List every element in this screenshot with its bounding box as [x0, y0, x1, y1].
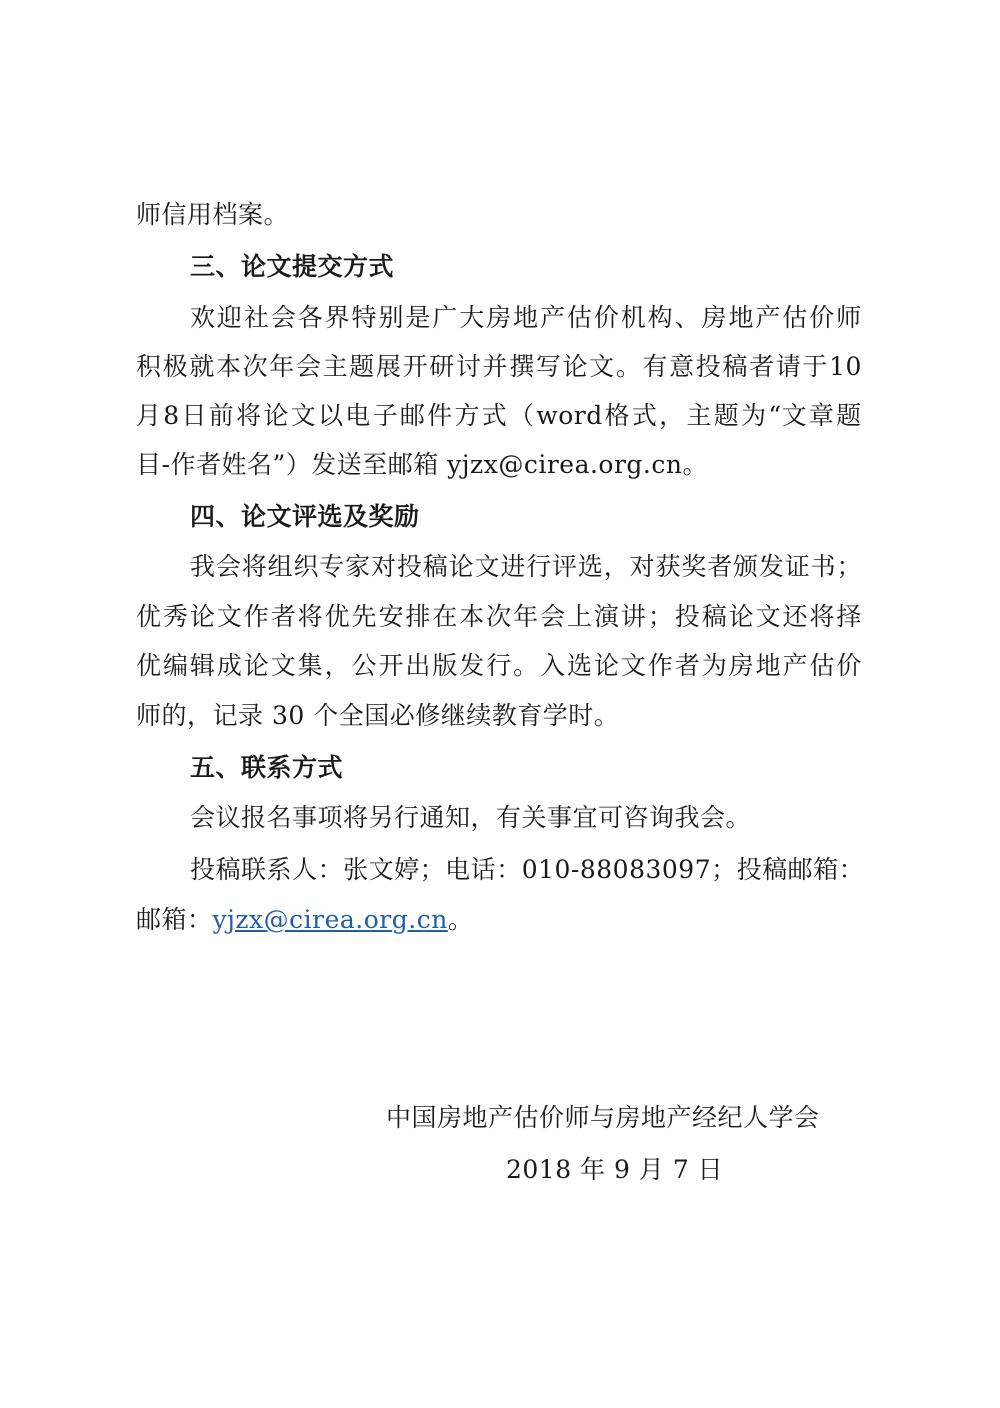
text-glyph: 将	[809, 602, 835, 631]
text-glyph: 投	[396, 552, 423, 581]
text-glyph: 产	[755, 303, 781, 332]
body-line	[136, 602, 862, 632]
body-line: 会议报名事项将另行通知，有关事宜可咨询我会。	[190, 803, 752, 832]
text-glyph: 题	[713, 401, 740, 430]
text-glyph: 行	[486, 651, 512, 680]
text-glyph: 文	[474, 552, 500, 581]
text-glyph: ：	[317, 855, 344, 884]
text-glyph: 优	[324, 602, 351, 631]
text-glyph: 还	[782, 602, 809, 631]
text-glyph: 估	[809, 651, 835, 680]
text-glyph: 日	[181, 401, 207, 430]
text-glyph: 选	[577, 552, 604, 581]
body-line: 目-作者姓名”）发送至邮箱 yjzx@cirea.org.cn。	[136, 450, 708, 479]
text-glyph: 颁	[733, 552, 759, 581]
text-glyph: 入	[540, 651, 566, 680]
text-glyph: 题	[349, 352, 375, 381]
text-glyph: 10	[829, 352, 862, 381]
text-glyph: 极	[162, 352, 189, 381]
text-glyph: 价	[809, 303, 835, 332]
text-glyph: word	[536, 401, 603, 430]
text-glyph: 写	[535, 352, 562, 381]
text-glyph: 稿	[722, 352, 748, 381]
text-glyph: 构	[647, 303, 674, 332]
contact-email-line	[136, 905, 473, 935]
text-glyph: 房	[486, 303, 512, 332]
text-glyph: 产	[539, 303, 566, 332]
text-glyph: 会	[270, 303, 297, 332]
section-heading-5: 五、联系方式	[190, 753, 344, 782]
text-glyph: 讨	[455, 352, 482, 381]
text-glyph: 估	[782, 303, 808, 332]
text-glyph: 界	[324, 303, 351, 332]
text-glyph: 章	[808, 401, 835, 430]
text-glyph: 投	[736, 855, 763, 884]
text-glyph: 文	[216, 602, 243, 631]
text-glyph: 证	[784, 552, 811, 581]
text-glyph: 安	[378, 602, 404, 631]
text-glyph: 题	[836, 401, 862, 430]
text-glyph: 别	[378, 303, 404, 332]
text-glyph: ；	[836, 552, 862, 581]
text-glyph: 选	[567, 651, 593, 680]
body-line	[190, 552, 862, 582]
text-glyph: 论	[243, 651, 270, 680]
text-glyph: 估	[566, 303, 593, 332]
text-glyph: 于	[802, 352, 828, 381]
text-glyph: 优	[136, 602, 162, 631]
text-glyph: 箱	[813, 855, 839, 884]
text-glyph: 文	[368, 855, 395, 884]
text-glyph: 集	[297, 651, 324, 680]
text-glyph: 以	[317, 401, 344, 430]
text-glyph: 者	[749, 352, 775, 381]
text-glyph: 房	[701, 303, 728, 332]
text-glyph: 文	[589, 352, 615, 381]
text-glyph: 将	[236, 401, 262, 430]
text-glyph: 邮	[399, 401, 426, 430]
text-glyph: “文	[768, 401, 808, 430]
text-glyph: 稿	[762, 855, 788, 884]
text-glyph: 编	[162, 651, 189, 680]
text-glyph: 欢	[190, 303, 216, 332]
text-glyph: 主	[322, 352, 349, 381]
text-glyph: 论	[728, 602, 755, 631]
text-glyph: 我	[190, 552, 216, 581]
signature-date: 2018 年 9 月 7 日	[506, 1155, 724, 1184]
text-glyph: 先	[351, 602, 378, 631]
text-glyph: 论	[448, 552, 475, 581]
text-glyph: 开	[378, 651, 404, 680]
text-glyph: 稿	[422, 552, 449, 581]
section-heading-4: 四、论文评选及奖励	[190, 502, 420, 531]
text-glyph: 演	[593, 602, 620, 631]
text-glyph: 机	[620, 303, 647, 332]
text-glyph: 论	[593, 651, 620, 680]
text-glyph: 作	[243, 602, 270, 631]
body-line	[136, 352, 862, 382]
text-glyph: 稿	[701, 602, 728, 631]
text-glyph: 电	[445, 855, 471, 884]
text-glyph: 文	[620, 651, 647, 680]
text-glyph: 年	[269, 352, 295, 381]
text-glyph: 、	[674, 303, 701, 332]
text-glyph: 论	[189, 602, 216, 631]
text-glyph: 8	[163, 401, 180, 430]
text-glyph: 地	[728, 303, 754, 332]
text-glyph: 稿	[215, 855, 242, 884]
text-glyph: 。	[615, 352, 642, 381]
text-glyph: 。	[513, 651, 539, 680]
text-glyph: 张	[343, 855, 369, 884]
text-glyph: 并	[482, 352, 509, 381]
text-glyph: ；	[711, 855, 737, 884]
text-glyph: 特	[351, 303, 378, 332]
text-glyph: 研	[429, 352, 455, 381]
email-label: 邮箱：	[136, 905, 213, 934]
text-glyph: 发	[459, 651, 485, 680]
text-glyph: ；	[647, 602, 674, 631]
text-glyph: 上	[567, 602, 593, 631]
text-glyph: 为	[741, 401, 767, 430]
signature-org: 中国房地产估价师与房地产经纪人学会	[386, 1103, 820, 1132]
text-glyph: ，	[659, 401, 685, 430]
text-glyph: 子	[372, 401, 399, 430]
text-glyph: 师	[836, 303, 862, 332]
text-glyph: 人	[292, 855, 318, 884]
text-glyph: 撰	[509, 352, 535, 381]
body-line: 师的，记录 30 个全国必修继续教育学时。	[136, 701, 620, 730]
text-glyph: 010-88083097	[521, 855, 712, 884]
text-glyph: 本	[215, 352, 242, 381]
section-heading-3: 三、论文提交方式	[190, 252, 395, 281]
text-glyph: ：	[838, 855, 865, 884]
text-glyph: 地	[513, 303, 539, 332]
text-glyph: 邮	[787, 855, 814, 884]
text-glyph: 各	[297, 303, 324, 332]
text-glyph: 迎	[216, 303, 243, 332]
text-glyph: 系	[266, 855, 293, 884]
text-glyph: 价	[836, 651, 862, 680]
text-glyph: 广	[432, 303, 458, 332]
text-glyph: 文	[290, 401, 317, 430]
text-glyph: ：	[496, 855, 522, 884]
text-glyph: 意	[669, 352, 695, 381]
text-glyph: 是	[405, 303, 431, 332]
text-glyph: （	[509, 401, 535, 430]
body-line: 师信用档案。	[136, 200, 290, 229]
text-glyph: 择	[836, 602, 862, 631]
text-glyph: 辑	[189, 651, 216, 680]
text-glyph: 在	[432, 602, 458, 631]
text-glyph: 次	[486, 602, 512, 631]
text-glyph: 电	[345, 401, 371, 430]
text-glyph: 前	[208, 401, 235, 430]
text-glyph: ，	[603, 552, 630, 581]
punctuation: 。	[447, 905, 474, 934]
text-glyph: 书	[810, 552, 837, 581]
text-glyph: 式	[481, 401, 508, 430]
text-glyph: 优	[136, 651, 162, 680]
text-glyph: 行	[526, 552, 552, 581]
text-glyph: 积	[136, 352, 162, 381]
text-glyph: 文	[755, 602, 782, 631]
text-glyph: 讲	[620, 602, 647, 631]
text-glyph: 月	[136, 401, 162, 430]
text-glyph: 产	[782, 651, 809, 680]
text-glyph: 件	[427, 401, 453, 430]
text-glyph: 话	[470, 855, 497, 884]
text-glyph: 会	[295, 352, 322, 381]
text-glyph: 家	[345, 552, 371, 581]
text-glyph: 格	[604, 401, 631, 430]
text-glyph: 会	[215, 552, 242, 581]
text-glyph: 会	[540, 602, 566, 631]
body-line	[136, 401, 862, 431]
text-glyph: 排	[405, 602, 431, 631]
text-glyph: 成	[216, 651, 243, 680]
text-glyph: 将	[297, 602, 324, 631]
text-glyph: 将	[241, 552, 268, 581]
text-glyph: 次	[242, 352, 269, 381]
text-glyph: 本	[459, 602, 485, 631]
text-glyph: 出	[405, 651, 431, 680]
text-glyph: 对	[371, 552, 397, 581]
text-glyph: 联	[241, 855, 267, 884]
text-glyph: 公	[351, 651, 378, 680]
text-glyph: 婷	[394, 855, 420, 884]
text-glyph: 专	[319, 552, 345, 581]
text-glyph: 社	[243, 303, 270, 332]
body-line	[136, 651, 862, 681]
text-glyph: 获	[655, 552, 681, 581]
text-glyph: 组	[267, 552, 294, 581]
text-glyph: 作	[647, 651, 674, 680]
text-glyph: 版	[432, 651, 458, 680]
text-glyph: 主	[686, 401, 712, 430]
text-glyph: 投	[190, 855, 216, 884]
text-glyph: 对	[629, 552, 656, 581]
text-glyph: 者	[674, 651, 701, 680]
text-glyph: 大	[459, 303, 485, 332]
text-glyph: 式	[631, 401, 658, 430]
body-line	[190, 303, 862, 333]
text-glyph: 织	[293, 552, 319, 581]
text-glyph: 发	[758, 552, 785, 581]
text-glyph: 请	[775, 352, 802, 381]
text-glyph: 论	[263, 401, 289, 430]
text-glyph: ；	[419, 855, 446, 884]
text-glyph: 房	[728, 651, 755, 680]
text-glyph: 评	[552, 552, 578, 581]
text-glyph: 就	[189, 352, 215, 381]
text-glyph: 地	[755, 651, 782, 680]
text-glyph: 价	[593, 303, 620, 332]
text-glyph: 开	[402, 352, 429, 381]
text-glyph: 者	[707, 552, 733, 581]
text-glyph: 论	[562, 352, 589, 381]
text-glyph: 秀	[162, 602, 189, 631]
body-line	[190, 855, 865, 885]
text-glyph: 为	[701, 651, 728, 680]
text-glyph: 文	[270, 651, 297, 680]
text-glyph: 者	[270, 602, 297, 631]
text-glyph: 有	[642, 352, 668, 381]
text-glyph: 展	[375, 352, 402, 381]
text-glyph: 年	[513, 602, 539, 631]
text-glyph: 投	[674, 602, 701, 631]
text-glyph: 方	[454, 401, 480, 430]
text-glyph: 投	[695, 352, 722, 381]
text-glyph: ，	[324, 651, 351, 680]
email-link[interactable]: yjzx@cirea.org.cn	[212, 905, 448, 934]
text-glyph: 奖	[681, 552, 707, 581]
text-glyph: 进	[500, 552, 526, 581]
